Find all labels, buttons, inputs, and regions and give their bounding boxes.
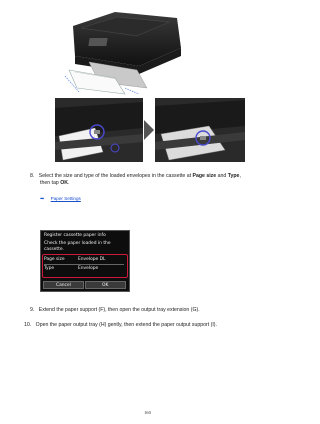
step-text: then tap xyxy=(40,180,61,186)
step-text: Extend the paper support (F), then open the output tray extension (G). xyxy=(38,307,200,313)
step-number: 10. xyxy=(24,322,32,328)
lcd-row-label: Page size xyxy=(44,257,65,262)
step-text: . xyxy=(67,180,70,186)
step-bold: Page size xyxy=(192,173,217,179)
step-bold: OK xyxy=(60,180,68,186)
lcd-ok-button[interactable] xyxy=(85,281,126,289)
step-9 xyxy=(30,307,292,314)
step-8 xyxy=(30,173,292,180)
paper-settings-link-row[interactable] xyxy=(40,187,81,205)
lcd-row-type[interactable] xyxy=(44,266,124,273)
lcd-row-label: Type xyxy=(44,266,55,271)
lcd-ok-label: OK xyxy=(102,283,109,288)
lcd-cancel-button[interactable] xyxy=(43,281,84,289)
step-text: Open the paper output tray (H) gently, then extend the paper output support (I). xyxy=(35,322,217,328)
step-number: 9. xyxy=(30,307,35,313)
page-number: 160 xyxy=(144,410,151,415)
lcd-row-value: Envelope xyxy=(78,266,99,271)
lcd-subtitle-2: cassette. xyxy=(44,247,64,252)
step-text: and xyxy=(216,173,228,179)
step-bold: Type xyxy=(227,173,240,179)
closeup-panel-right xyxy=(155,98,245,162)
lcd-subtitle-1: Check the paper loaded in the xyxy=(44,241,111,246)
step-10 xyxy=(24,322,292,329)
paper-settings-link[interactable]: Paper Settings xyxy=(50,196,81,201)
panel-arrow xyxy=(144,120,154,145)
lcd-screen xyxy=(40,230,130,292)
lcd-row-page-size[interactable] xyxy=(44,257,124,265)
step-text: , xyxy=(239,173,241,179)
closeup-panel-left xyxy=(55,98,143,162)
printer-illustration xyxy=(55,8,190,98)
step-number: 8. xyxy=(30,173,35,179)
lcd-cancel-label: Cancel xyxy=(56,283,71,288)
step-8-line-2 xyxy=(40,180,69,187)
lcd-row-value: Envelope DL xyxy=(78,257,106,262)
step-text: Select the size and type of the loaded envelopes in the cassette at xyxy=(38,173,193,179)
lcd-title: Register cassette paper info xyxy=(44,233,106,238)
arrow-right-icon: ➡ xyxy=(40,196,45,202)
